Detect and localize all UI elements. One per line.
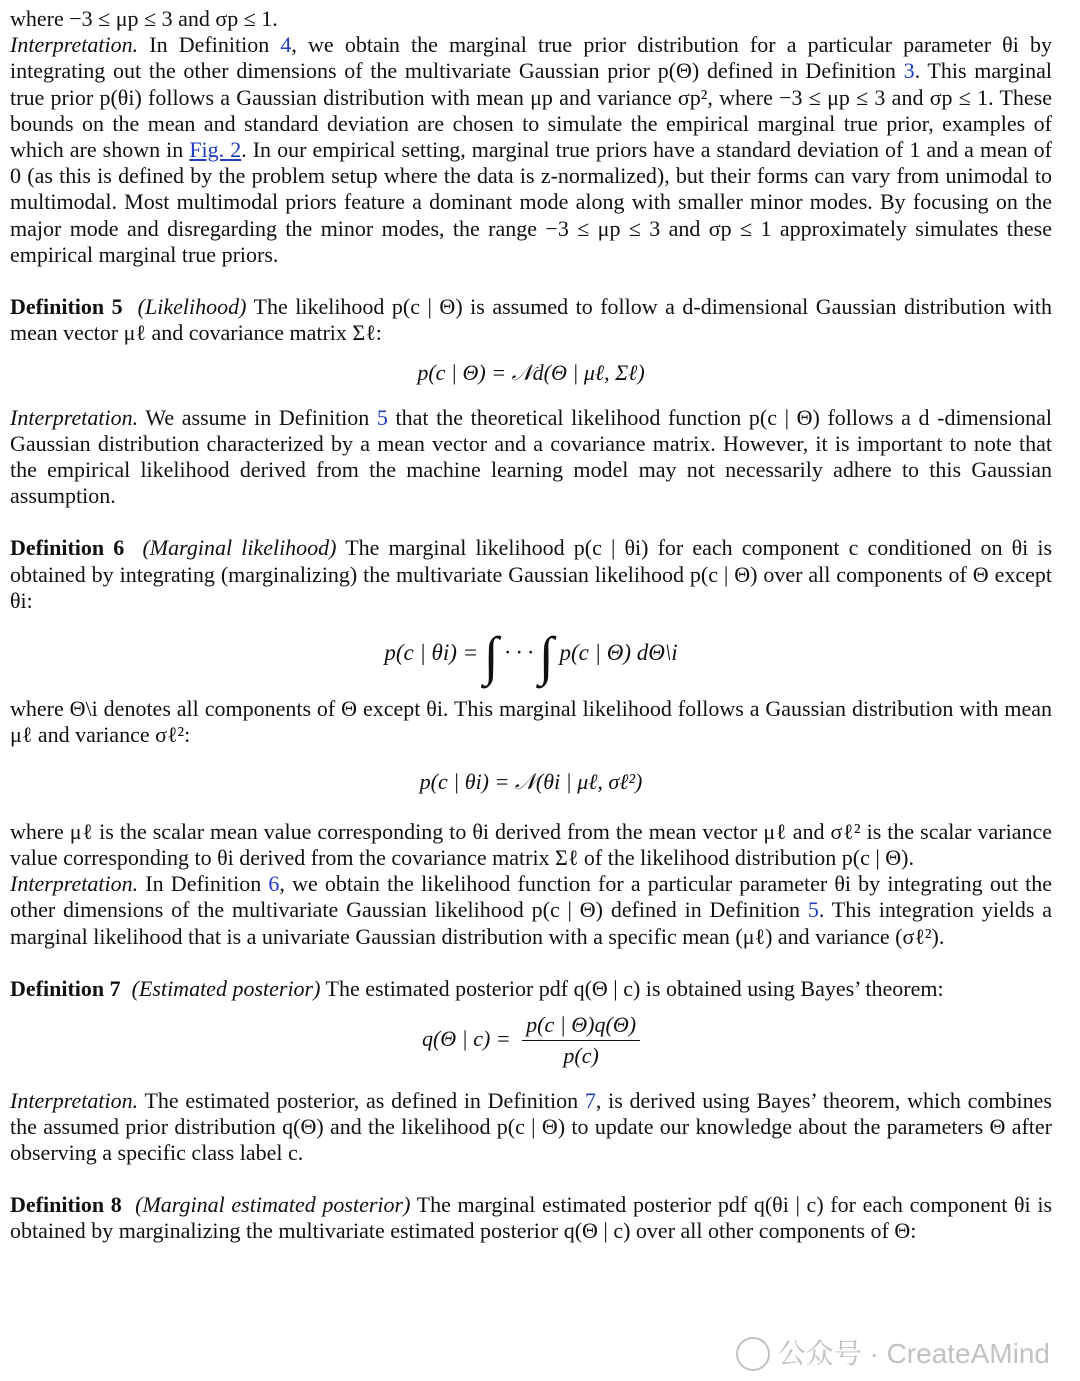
watermark-text: 公众号 · CreateAMind xyxy=(777,1337,1050,1369)
text-run: We assume in Definition xyxy=(138,404,377,430)
intro-line: where −3 ≤ μp ≤ 3 and σp ≤ 1. xyxy=(10,6,278,31)
text-run: In Definition xyxy=(138,871,269,897)
text-run: . This marginal true prior p(θi) follows a Gaussian distribution with mean μp and variance σp², where −3 ≤ μp ≤ 3 and σp ≤ 1. These bounds on the mean and standard deviation are chosen to simulate the empirical marginal true prior, examples of which are shown in xyxy=(10,58,1052,163)
definition-7-label: Definition 7 xyxy=(10,975,121,1001)
interpretation-label: Interpretation. xyxy=(10,871,139,897)
definition-5-label: Definition 5 xyxy=(10,294,123,320)
equation-lhs: q(Θ | c) = xyxy=(421,1025,511,1051)
definition-8 xyxy=(10,1192,1052,1244)
equation-rhs: p(c | Θ) dΘ\i xyxy=(559,640,678,666)
marginal-likelihood-integral xyxy=(10,626,1052,687)
definition-5-text: The likelihood p(c | Θ) is assumed to follow a d-dimensional Gaussian distribution with mean vector μℓ and covariance matrix Σℓ: xyxy=(10,294,1053,346)
definition-7-text: The estimated posterior pdf q(Θ | c) is obtained using Bayes’ theorem: xyxy=(320,975,944,1001)
definition-6-text: The marginal likelihood p(c | θi) for each component c conditioned on θi is obtained by integrating (marginalizing) the multivariate Gaussian likelihood p(c | Θ) over all components of Θ except θi: xyxy=(10,535,1053,613)
definition-4-link[interactable]: 4 xyxy=(280,32,292,58)
text-run: , is derived using Bayes’ theorem, which combines the assumed prior distribution q(Θ) and the likelihood p(c | Θ) to update our knowledge about the parameters Θ after observing a specific class label c. xyxy=(10,1087,1052,1165)
definition-7-name: (Estimated posterior) xyxy=(131,975,321,1001)
text-run: . In our empirical setting, marginal true priors have a standard deviation of 1 and a mean of 0 (as this is defined by the problem setup where the data is z-normalized), but their forms can vary from unimodal to multimodal. Most multimodal priors feature a dominant mode along with smaller minor modes. By focusing on the major mode and disregarding the minor modes, the range −3 ≤ μp ≤ 3 and σp ≤ 1 approximately simulates these empirical marginal true priors. xyxy=(10,137,1052,267)
definition-6-after: where μℓ is the scalar mean value corresponding to θi derived from the mean vector μℓ and σℓ² is the scalar variance value corresponding to θi derived from the covariance matrix Σℓ of the likelihood distribution p(c | Θ). xyxy=(10,818,1052,871)
text-run: In Definition xyxy=(138,32,281,58)
wechat-logo-icon xyxy=(736,1337,770,1371)
definition-8-label: Definition 8 xyxy=(10,1192,122,1218)
definition-8-text: The marginal estimated posterior pdf q(θi | c) for each component θi is obtained by marginalizing the multivariate estimated posterior q(Θ | c) over all other components of Θ: xyxy=(10,1192,1053,1244)
interpretation-label: Interpretation. xyxy=(10,32,139,58)
likelihood-equation: p(c | Θ) = 𝒩d(Θ | μℓ, Σℓ) xyxy=(417,360,645,386)
definition-5 xyxy=(10,294,1052,346)
interpretation-label: Interpretation. xyxy=(10,404,139,430)
fraction xyxy=(522,1012,640,1069)
definition-6 xyxy=(10,535,1052,614)
watermark xyxy=(736,1337,1050,1371)
text-run: , we obtain the marginal true prior distribution for a particular parameter θi by integrating out the other dimensions of the multivariate Gaussian prior p(Θ) defined in Definition xyxy=(10,32,1052,84)
definition-6-mid: where Θ\i denotes all components of Θ except θi. This marginal likelihood follows a Gaussian distribution with mean μℓ and variance σℓ²: xyxy=(10,696,1052,748)
integral-sign: ∫ xyxy=(538,626,554,687)
definition-6-label: Definition 6 xyxy=(10,535,125,561)
equation-lhs: p(c | θi) = xyxy=(384,640,479,666)
bayes-equation xyxy=(10,1012,1052,1069)
text-run: . This integration yields a marginal likelihood that is a univariate Gaussian distribution with a specific mean (μℓ) and variance (σℓ²). xyxy=(10,897,1052,949)
integral-sign: ∫ xyxy=(483,626,499,687)
marginal-likelihood-gaussian: p(c | θi) = 𝒩(θi | μℓ, σℓ²) xyxy=(419,768,643,794)
definition-6-link[interactable]: 6 xyxy=(268,871,280,897)
definition-5-name: (Likelihood) xyxy=(137,294,247,320)
definition-7 xyxy=(10,976,1052,1002)
text-run: The estimated posterior, as defined in Definition xyxy=(138,1087,585,1113)
definition-5-link[interactable]: 5 xyxy=(376,404,388,430)
definition-5-link[interactable]: 5 xyxy=(807,897,819,923)
definition-7-link[interactable]: 7 xyxy=(584,1087,596,1113)
definition-8-name: (Marginal estimated posterior) xyxy=(135,1192,411,1218)
paper-page xyxy=(10,6,1052,1245)
definition-3-link[interactable]: 3 xyxy=(903,58,915,84)
definition-7-interpretation xyxy=(10,1088,1052,1167)
text-run: , we obtain the likelihood function for a particular parameter θi by integrating out the other dimensions of the multivariate Gaussian likelihood p(c | Θ) defined in Definition xyxy=(10,871,1052,923)
definition-6-interpretation xyxy=(10,871,1052,950)
fraction-numerator: p(c | Θ)q(Θ) xyxy=(522,1012,640,1041)
equation-dots: · · · xyxy=(504,640,534,666)
definition-6-name: (Marginal likelihood) xyxy=(142,535,337,561)
interpretation-label: Interpretation. xyxy=(10,1087,139,1113)
intro-interpretation xyxy=(10,32,1052,268)
figure-2-link[interactable]: Fig. 2 xyxy=(189,137,242,163)
definition-5-interpretation xyxy=(10,405,1052,510)
fraction-denominator: p(c) xyxy=(563,1043,599,1069)
text-run: that the theoretical likelihood function p(c | Θ) follows a d -dimensional Gaussian distribution characterized by a mean vector and a covariance matrix. However, it is important to note that the empirical likelihood derived from the machine learning model may not necessarily adhere to this Gaussian assumption. xyxy=(10,404,1052,509)
